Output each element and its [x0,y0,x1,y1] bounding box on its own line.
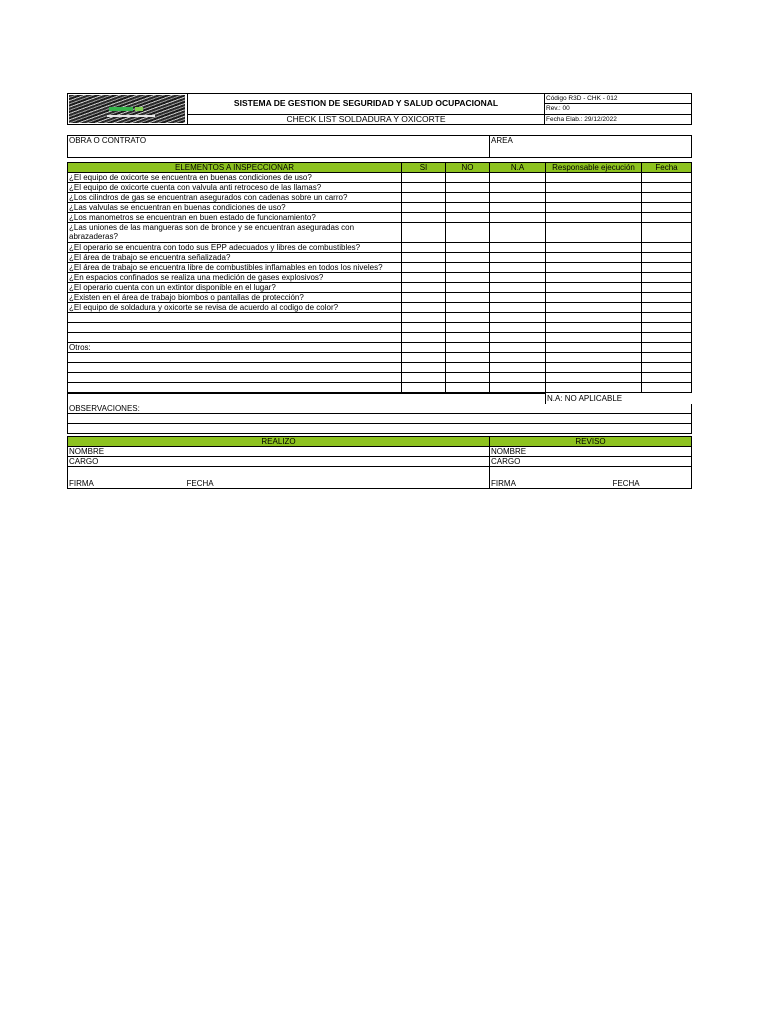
item-text: ¿En espacios confinados se realiza una medición de gases explosivos? [68,273,402,283]
responsable-cell[interactable] [546,273,642,283]
table-row [68,203,692,213]
realizo-nombre-field[interactable] [68,446,490,456]
reviso-header: REVISO [490,436,692,446]
document-date: Fecha Elab.: 29/12/2022 [545,114,692,124]
realizo-firma-field[interactable] [68,466,186,488]
company-logo [68,94,188,125]
table-row [68,173,692,183]
na-cell[interactable] [490,293,546,303]
col-elementos: ELEMENTOS A INSPECCIONAR [68,163,402,173]
si-cell[interactable] [402,213,446,223]
no-cell[interactable] [446,223,490,243]
table-row [68,243,692,253]
reviso-cargo-field[interactable] [490,456,692,466]
blank-row [68,383,692,393]
fecha-cell[interactable] [642,303,692,313]
table-row [68,223,692,243]
na-cell[interactable] [490,303,546,313]
si-cell[interactable] [402,273,446,283]
col-responsable: Responsable ejecución [546,163,642,173]
document-header [67,93,692,125]
no-cell[interactable] [446,273,490,283]
checklist-title: CHECK LIST SOLDADURA Y OXICORTE [188,114,545,124]
blank-item-cell[interactable] [68,353,402,363]
fecha-cell[interactable] [642,213,692,223]
area-field[interactable] [490,136,692,158]
otros-row [68,343,692,353]
obra-contrato-label: OBRA O CONTRATO [69,136,147,145]
inspection-table [67,162,692,393]
responsable-cell[interactable] [546,223,642,243]
observaciones-label: OBSERVACIONES: [68,404,692,414]
item-text: ¿El operario se encuentra con todo sus EPP adecuados y libres de combustibles? [68,243,402,253]
signature-block [67,436,692,489]
si-cell[interactable] [402,203,446,213]
reviso-fecha-field[interactable] [612,466,692,488]
table-row [68,183,692,193]
na-cell[interactable] [490,193,546,203]
na-cell[interactable] [490,203,546,213]
si-cell[interactable] [402,223,446,243]
no-cell[interactable] [446,213,490,223]
obra-contrato-field[interactable] [68,136,490,158]
checklist-sheet [67,93,691,489]
cargo-label: CARGO [491,456,521,466]
realizo-cargo-field[interactable] [68,456,490,466]
si-cell[interactable] [402,243,446,253]
col-si: SI [402,163,446,173]
na-cell[interactable] [490,253,546,263]
fecha-cell[interactable] [642,223,692,243]
logo-image [69,95,185,123]
responsable-cell[interactable] [546,203,642,213]
fecha-cell[interactable] [642,173,692,183]
col-fecha: Fecha [642,163,692,173]
fecha-cell[interactable] [642,273,692,283]
table-row [68,263,692,273]
fecha-cell[interactable] [642,193,692,203]
document-revision: Rev.: 00 [545,104,692,114]
table-row [68,283,692,293]
blank-row [68,333,692,343]
item-text: ¿El equipo de soldadura y oxicorte se revisa de acuerdo al codigo de color? [68,303,402,313]
blank-row [68,313,692,323]
no-cell[interactable] [446,243,490,253]
responsable-cell[interactable] [546,283,642,293]
fecha-cell[interactable] [642,243,692,253]
responsable-cell[interactable] [546,263,642,273]
col-na: N.A [490,163,546,173]
blank-item-cell[interactable] [68,333,402,343]
nombre-label: NOMBRE [69,446,105,456]
blank-item-cell[interactable] [68,373,402,383]
na-cell[interactable] [490,223,546,243]
item-text: ¿Los manometros se encuentran en buen estado de funcionamiento? [68,213,402,223]
item-text: ¿Existen en el área de trabajo biombos o pantallas de protección? [68,293,402,303]
blank-row [68,363,692,373]
na-cell[interactable] [490,183,546,193]
si-cell[interactable] [402,173,446,183]
observaciones-line[interactable] [68,423,692,433]
si-cell[interactable] [402,193,446,203]
no-cell[interactable] [446,203,490,213]
item-text: ¿El área de trabajo se encuentra libre de combustibles inflamables en todos los niveles? [68,263,402,273]
responsable-cell[interactable] [546,253,642,263]
system-title: SISTEMA DE GESTION DE SEGURIDAD Y SALUD OCUPACIONAL [188,94,545,115]
reviso-nombre-field[interactable] [490,446,692,456]
no-cell[interactable] [446,293,490,303]
blank-item-cell[interactable] [68,313,402,323]
na-cell[interactable] [490,273,546,283]
item-text: ¿Las valvulas se encuentran en buenas condiciones de uso? [68,203,402,213]
fecha-label: FECHA [186,478,214,488]
na-note: N.A: NO APLICABLE [547,393,623,403]
responsable-cell[interactable] [546,293,642,303]
document-code: Código R3D - CHK - 012 [545,94,692,104]
si-cell[interactable] [402,293,446,303]
responsable-cell[interactable] [546,173,642,183]
blank-row [68,353,692,363]
no-cell[interactable] [446,193,490,203]
blank-item-cell[interactable] [68,363,402,373]
project-info [67,135,692,158]
table-row [68,213,692,223]
si-cell[interactable] [402,283,446,293]
si-cell[interactable] [402,183,446,193]
na-cell[interactable] [490,283,546,293]
blank-row [68,373,692,383]
table-row [68,273,692,283]
fecha-cell[interactable] [642,283,692,293]
na-cell[interactable] [490,243,546,253]
no-cell[interactable] [446,263,490,273]
fecha-cell[interactable] [642,183,692,193]
fecha-cell[interactable] [642,293,692,303]
fecha-cell[interactable] [642,263,692,273]
responsable-cell[interactable] [546,243,642,253]
col-no: NO [446,163,490,173]
no-cell[interactable] [446,283,490,293]
na-cell[interactable] [490,173,546,183]
table-row [68,253,692,263]
si-cell[interactable] [402,303,446,313]
firma-label: FIRMA [491,478,516,488]
fecha-cell[interactable] [642,203,692,213]
table-row [68,193,692,203]
no-cell[interactable] [446,173,490,183]
realizo-header: REALIZO [68,436,490,446]
firma-label: FIRMA [69,478,94,488]
observations-block [67,393,692,434]
no-cell[interactable] [446,183,490,193]
responsable-cell[interactable] [546,193,642,203]
area-label: AREA [491,136,513,145]
table-row [68,303,692,313]
item-text: ¿El operario cuenta con un extintor disponible en el lugar? [68,283,402,293]
item-text: ¿Las uniones de las mangueras son de bronce y se encuentran aseguradas con abrazaderas? [68,223,402,243]
blank-item-cell[interactable] [68,323,402,333]
fecha-cell[interactable] [642,253,692,263]
blank-item-cell[interactable] [68,383,402,393]
table-row [68,293,692,303]
observaciones-line[interactable] [68,413,692,423]
item-text: ¿El equipo de oxicorte se encuentra en buenas condiciones de uso? [68,173,402,183]
item-text: ¿El equipo de oxicorte cuenta con valvula anti retroceso de las llamas? [68,183,402,193]
item-text: ¿El área de trabajo se encuentra señalizada? [68,253,402,263]
fecha-label: FECHA [612,478,640,488]
responsable-cell[interactable] [546,213,642,223]
blank-row [68,323,692,333]
otros-label: Otros: [68,343,402,353]
realizo-fecha-field[interactable] [186,466,490,488]
reviso-firma-field[interactable] [490,466,612,488]
item-text: ¿Los cilindros de gas se encuentran asegurados con cadenas sobre un carro? [68,193,402,203]
si-cell[interactable] [402,253,446,263]
nombre-label: NOMBRE [491,446,527,456]
na-cell[interactable] [490,263,546,273]
si-cell[interactable] [402,263,446,273]
no-cell[interactable] [446,253,490,263]
cargo-label: CARGO [69,456,99,466]
no-cell[interactable] [446,303,490,313]
na-cell[interactable] [490,213,546,223]
responsable-cell[interactable] [546,183,642,193]
responsable-cell[interactable] [546,303,642,313]
